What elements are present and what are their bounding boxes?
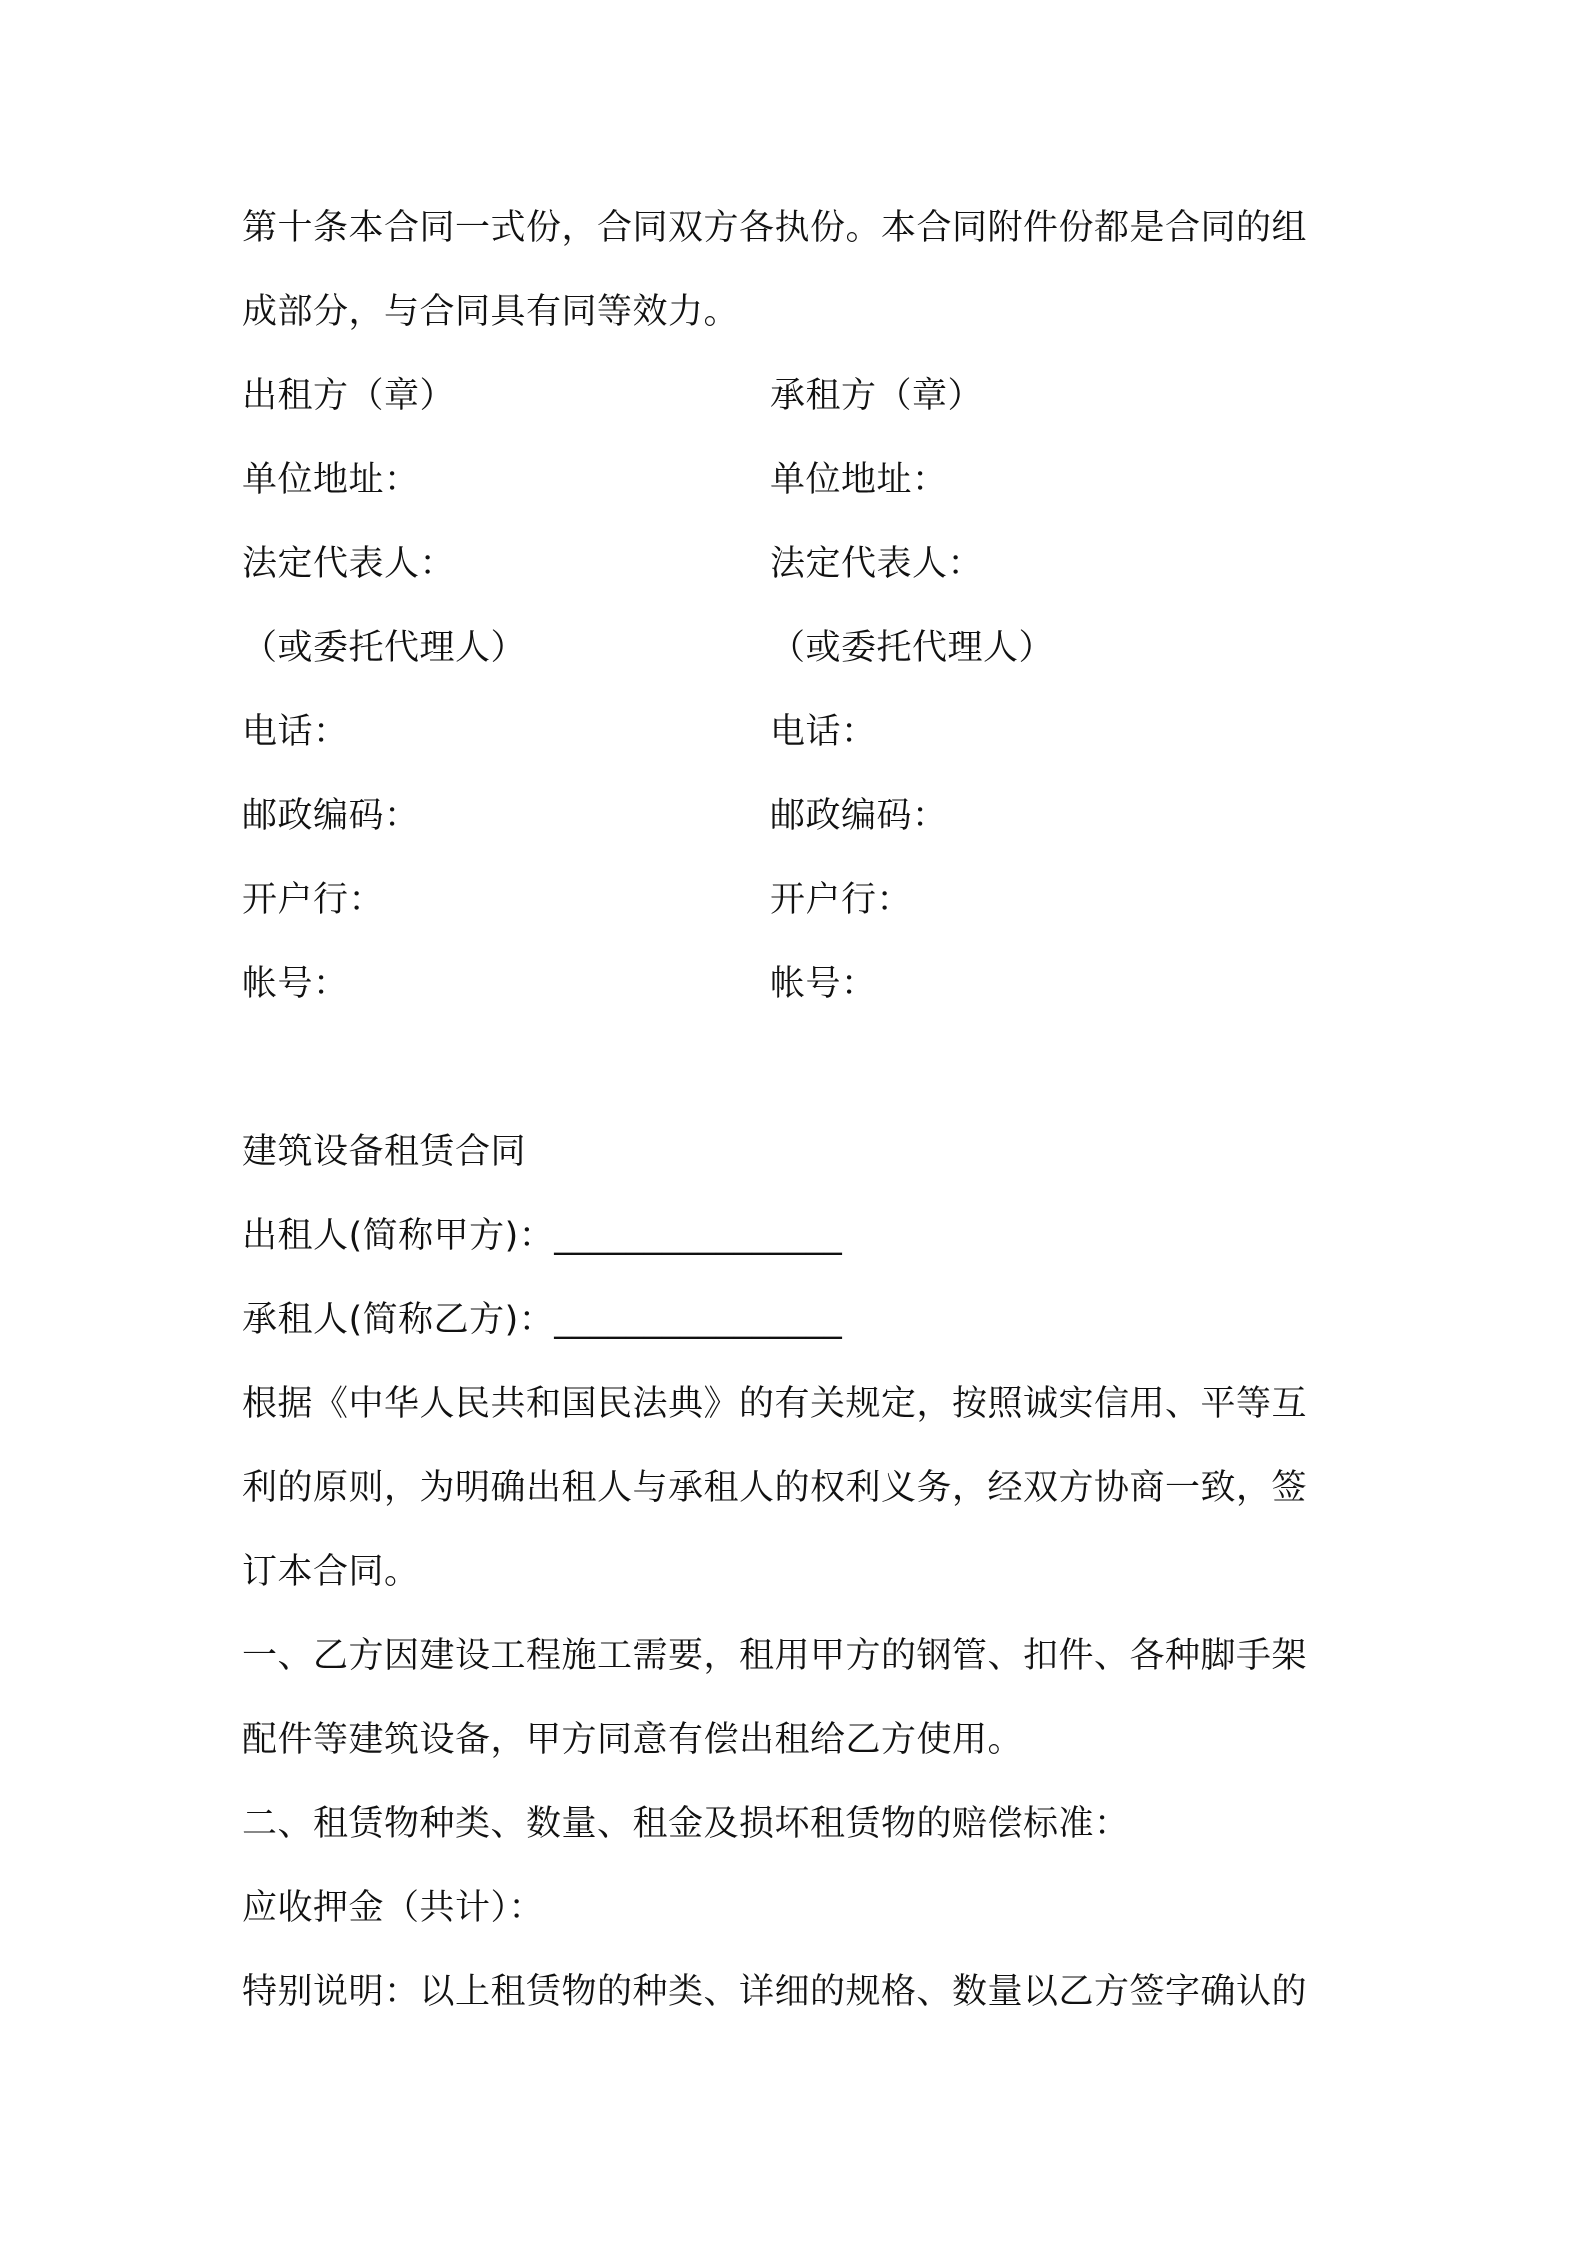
lessor-phone-label: 电话： [242,712,349,752]
preamble-line-3: 订本合同。 [242,1552,420,1592]
lessor-bank-label: 开户行： [242,880,385,920]
lessor-legal-rep-label: 法定代表人： [242,544,456,584]
lessee-address-label: 单位地址： [770,460,948,500]
lessor-account-label: 帐号： [242,964,349,1004]
clause-ten-line-1: 第十条本合同一式份，合同双方各执份。本合同附件份都是合同的组 [242,208,1308,248]
lessee-legal-rep-label: 法定代表人： [770,544,984,584]
lessee-agent-label: （或委托代理人） [770,628,1055,668]
contract-title: 建筑设备租赁合同 [242,1132,527,1172]
article-one-line-2: 配件等建筑设备，甲方同意有偿出租给乙方使用。 [242,1720,1024,1760]
deposit-line: 应收押金（共计）： [242,1888,545,1928]
lessor-postal-label: 邮政编码： [242,796,420,836]
contract-lessee-line: 承租人(简称乙方)：________________ [242,1300,843,1340]
special-note-line: 特别说明：以上租赁物的种类、详细的规格、数量以乙方签字确认的 [242,1972,1308,2012]
lessee-party-label: 承租方（章） [770,376,984,416]
clause-ten-line-2: 成部分，与合同具有同等效力。 [242,292,740,332]
lessee-phone-label: 电话： [770,712,877,752]
lessor-address-label: 单位地址： [242,460,420,500]
lessor-agent-label: （或委托代理人） [242,628,527,668]
preamble-line-1: 根据《中华人民共和国民法典》的有关规定，按照诚实信用、平等互 [242,1384,1308,1424]
lessee-account-label: 帐号： [770,964,877,1004]
article-two-line: 二、租赁物种类、数量、租金及损坏租赁物的赔偿标准： [242,1804,1130,1844]
preamble-line-2: 利的原则，为明确出租人与承租人的权利义务，经双方协商一致，签 [242,1468,1308,1508]
article-one-line-1: 一、乙方因建设工程施工需要，租用甲方的钢管、扣件、各种脚手架 [242,1636,1308,1676]
contract-lessor-line: 出租人(简称甲方)：________________ [242,1216,843,1256]
lessee-postal-label: 邮政编码： [770,796,948,836]
lessee-bank-label: 开户行： [770,880,913,920]
lessor-party-label: 出租方（章） [242,376,456,416]
